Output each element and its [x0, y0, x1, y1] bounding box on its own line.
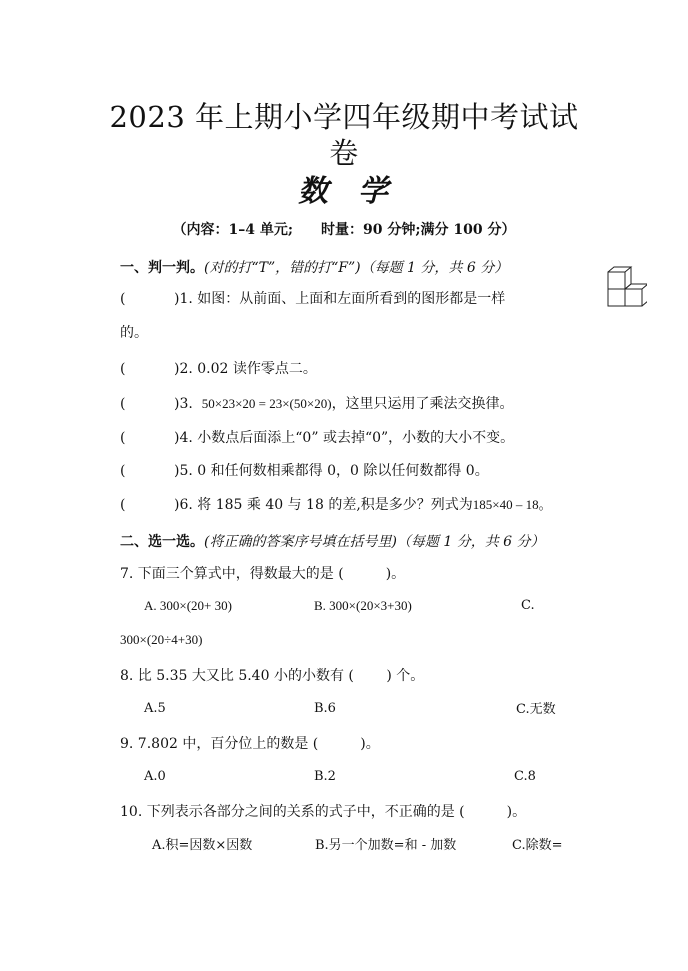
- section2-note: (将正确的答案序号填在括号里)（每题 1 分，共 6 分）: [204, 534, 545, 550]
- section2-heading: [120, 531, 545, 551]
- q4-answer-paren[interactable]: (: [120, 430, 126, 446]
- q10-option-c[interactable]: C.除数=: [512, 838, 563, 853]
- page-title-line2: 卷: [329, 136, 359, 170]
- q7-option-c-cont: 300×(20÷4+30): [120, 632, 203, 647]
- q7-stem: 7. 下面三个算式中，得数最大的是 ( )。: [120, 566, 406, 582]
- q10-option-a[interactable]: A.积=因数×因数: [152, 838, 253, 853]
- page-title-line1: 2023 年上期小学四年级期中考试试: [109, 100, 579, 134]
- section1-title: 一、判一判。: [120, 260, 204, 276]
- section2-title: 二、选一选。: [120, 534, 204, 550]
- q1-continuation: 的。: [120, 325, 148, 341]
- q1-line: [120, 288, 505, 308]
- q5-answer-paren[interactable]: (: [120, 463, 126, 479]
- q2-line: [120, 358, 317, 378]
- q3-text: ，这里只运用了乘法交换律。: [331, 396, 514, 412]
- q3-answer-paren[interactable]: (: [120, 396, 126, 412]
- q1-number: )1.: [174, 291, 193, 307]
- q3-math: 50×23×20 = 23×(50×20): [201, 396, 332, 411]
- q10-option-b[interactable]: B.另一个加数=和 - 加数: [315, 838, 457, 853]
- q6-text: )6. 将 185 乘 40 与 18 的差,积是多少？列式为: [174, 497, 473, 513]
- q2-text: )2. 0.02 读作零点二。: [174, 361, 317, 377]
- q6-answer-paren[interactable]: (: [120, 497, 126, 513]
- q8-option-a[interactable]: A.5: [144, 701, 166, 716]
- q6-line: [120, 494, 552, 514]
- q1-text: 如图：从前面、上面和左面所看到的图形都是一样: [197, 291, 506, 307]
- q10-stem: 10. 下列表示各部分之间的关系的式子中，不正确的是 ( )。: [120, 804, 527, 820]
- q8-option-b[interactable]: B.6: [314, 701, 336, 716]
- q8-stem: 8. 比 5.35 大又比 5.40 小的小数有 ( ) 个。: [120, 668, 425, 684]
- q8-option-c[interactable]: C.无数: [516, 702, 556, 717]
- q2-answer-paren[interactable]: (: [120, 361, 126, 377]
- section1-heading: [120, 257, 508, 277]
- q4-line: [120, 427, 514, 447]
- q3-line: [120, 393, 514, 413]
- q1-answer-paren[interactable]: (: [120, 291, 126, 307]
- subject-title: [0, 166, 688, 210]
- q5-text: )5. 0 和任何数相乘都得 0，0 除以任何数都得 0。: [174, 463, 489, 479]
- q9-stem: 9. 7.802 中，百分位上的数是 ( )。: [120, 736, 380, 752]
- q7-option-b[interactable]: B. 300×(20×3+30): [314, 598, 412, 613]
- q9-option-c[interactable]: C.8: [514, 769, 536, 784]
- q6-math: 185×40 – 18。: [472, 497, 552, 512]
- q4-text: )4. 小数点后面添上“0” 或去掉“0”，小数的大小不变。: [174, 430, 515, 446]
- q9-option-b[interactable]: B.2: [314, 769, 336, 784]
- exam-info: （内容：1–4 单元; 时量：90 分钟;满分 100 分）: [172, 222, 516, 238]
- q7-option-c[interactable]: C.: [521, 598, 535, 613]
- subject-char-2: 学: [358, 174, 390, 209]
- q9-option-a[interactable]: A.0: [144, 769, 166, 784]
- q5-line: [120, 460, 489, 480]
- cubes-figure-icon: [605, 266, 647, 312]
- section1-note: (对的打“T”，错的打“F”)（每题 1 分，共 6 分）: [204, 260, 509, 276]
- q3-number: )3.: [174, 396, 193, 412]
- q7-option-a[interactable]: A. 300×(20+ 30): [144, 598, 232, 613]
- subject-char-1: 数: [298, 174, 330, 209]
